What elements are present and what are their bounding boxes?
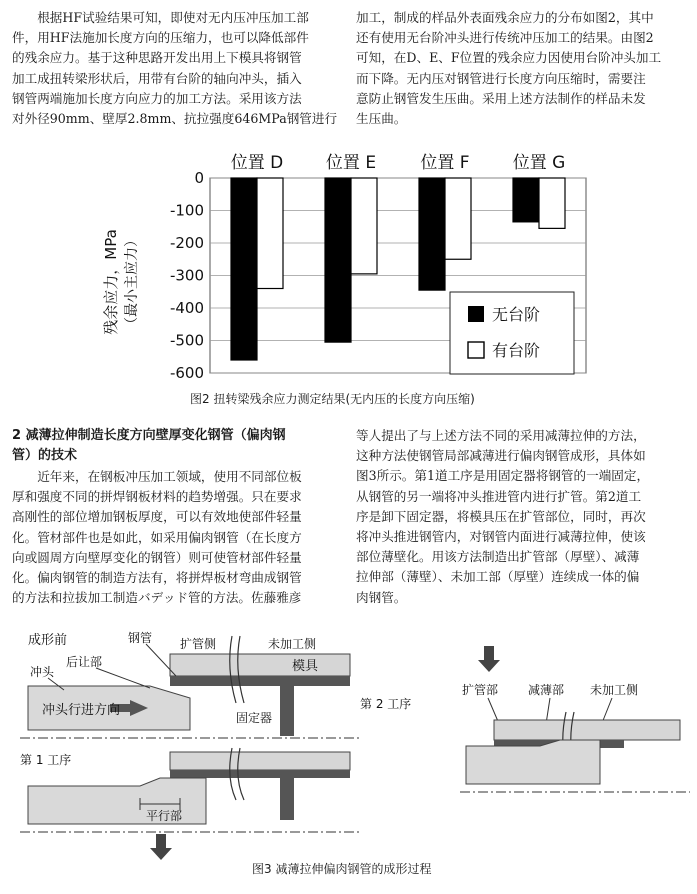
text-line: 序是卸下固定器，将模具压在扩管部位，同时，再次: [356, 508, 646, 524]
text-line: 等人提出了与上述方法不同的采用减薄拉伸的方法，: [356, 428, 646, 443]
bar: [257, 178, 283, 289]
fixer-step1: [280, 778, 294, 820]
text-line: 图3所示。第1道工序是用固定器将钢管的一端固定，: [356, 468, 650, 484]
legend-label: 无台阶: [492, 305, 541, 324]
die-step2: [494, 720, 680, 740]
bar: [325, 178, 351, 342]
text-line: 高刚性的部位增加钢板厚度，可以有效地使部件轻量: [12, 509, 302, 525]
legend-swatch-black: [468, 306, 484, 322]
y-tick-label: -500: [169, 331, 204, 350]
text-line: 而下降。无内压对钢管进行长度方向压缩时，需要注: [356, 70, 646, 86]
text-line: 将冲头推进钢管内，对钢管内面进行减薄拉伸，使该: [356, 529, 646, 545]
y-tick-label: -300: [169, 266, 204, 285]
down-arrow-icon: [478, 646, 500, 672]
category-label: 位置 D: [230, 153, 284, 173]
bar: [419, 178, 445, 290]
y-ticks: [170, 169, 204, 382]
bar: [539, 178, 565, 228]
text-line: 这种方法使钢管局部减薄进行偏肉钢管成形，具体如: [356, 448, 646, 464]
label-unprocessed-side: 未加工侧: [268, 637, 317, 651]
heading-line: 2 减薄拉伸制造长度方向壁厚变化钢管（偏肉钢: [12, 428, 286, 443]
y-tick-label: -200: [169, 234, 204, 252]
steel-pipe-step1: [170, 770, 350, 778]
text-line: 件，用HF法施加长度方向的压缩力，也可以降低部件: [12, 30, 309, 46]
label-step1: 第 1 工序: [20, 753, 72, 767]
y-tick-label: 0: [194, 169, 204, 187]
category-label: 位置 F: [420, 153, 470, 173]
text-line: 近年来，在钢板冲压加工领域，使用不同部位板: [37, 469, 302, 484]
bar: [351, 178, 377, 274]
y-tick-label: -100: [169, 201, 204, 220]
top-left-paragraph: [12, 8, 344, 129]
label-parallel: 平行部: [146, 809, 183, 823]
figure3-diagram: [0, 628, 697, 868]
label-steel-pipe: 钢管: [128, 631, 153, 645]
text-line: 的方法和拉拔加工制造バデッド管的方法。佐藤雅彦: [12, 590, 302, 606]
bar: [513, 178, 539, 222]
category-label: 位置 E: [325, 153, 377, 173]
steel-pipe: [170, 676, 350, 686]
text-line: 钢管两端施加长度方向应力的加工方法。采用该方法: [12, 90, 302, 106]
punch-step2: [466, 740, 600, 784]
label-unprocessed-part: 未加工侧: [590, 683, 639, 697]
legend-label: 有台阶: [492, 341, 541, 360]
down-arrow-icon: [150, 834, 172, 860]
figure3-caption: 图3 减薄拉伸偏肉钢管的成形过程: [252, 862, 432, 876]
text-line: 化。管材部件也是如此，如采用偏肉钢管（在长度方: [12, 529, 302, 545]
heading-line: 管）的技术: [12, 448, 78, 463]
y-axis-label: 残余应力，MPa: [102, 229, 120, 335]
text-line: 部位薄壁化。用该方法制造出扩管部（厚壁）、减薄: [356, 549, 640, 565]
fixer: [280, 686, 294, 736]
label-expand-side: 扩管侧: [180, 637, 217, 651]
text-line: 加工，制成的样品外表面残余应力的分布如图2，其中: [356, 10, 654, 25]
bar: [445, 178, 471, 259]
y-axis-sublabel: （最小主应力）: [124, 233, 140, 331]
section2-right-paragraph: [356, 426, 688, 608]
legend: [450, 292, 574, 374]
text-line: 根据HF试验结果可知，即使对无内压冲压加工部: [37, 10, 309, 25]
figure2-caption: 图2 扭转梁残余应力测定结果(无内压的长度方向压缩): [190, 392, 475, 406]
text-line: 拉伸部（薄壁）、未加工部（厚壁）连续成一体的偏: [356, 569, 640, 585]
label-punch: 冲头: [30, 665, 55, 679]
category-labels: [231, 153, 566, 173]
figure2: [90, 140, 600, 390]
label-die: 模具: [292, 659, 319, 674]
legend-swatch-white: [468, 342, 484, 358]
text-line: 可知，在D、E、F位置的残余应力因使用台阶冲头加工: [356, 50, 662, 66]
text-line: 还有使用无台阶冲头进行传统冲压加工的结果。由图2: [356, 30, 654, 46]
text-line: 厚和强度不同的拼焊钢板材料的趋势增强。只在要求: [12, 489, 302, 505]
section2-left-paragraph: [12, 467, 344, 608]
text-line: 生压曲。: [356, 111, 407, 127]
text-line: 化。偏肉钢管的制造方法有，将拼焊板材弯曲成钢管: [12, 570, 302, 586]
text-line: 加工成扭转梁形状后，用带有台阶的轴向冲头，插入: [12, 70, 302, 86]
label-step2: 第 2 工序: [360, 697, 412, 711]
label-punch-direction: 冲头行进方向: [42, 703, 121, 718]
residual-stress-chart: [90, 140, 600, 390]
text-line: 向或圆周方向壁厚变化的钢管）则可使管材部件轻量: [12, 549, 302, 565]
text-line: 对外径90mm、壁厚2.8mm、抗拉强度646MPa钢管进行: [12, 111, 338, 127]
text-line: 意防止钢管发生压曲。采用上述方法制作的样品未发: [356, 90, 646, 106]
die: [170, 654, 350, 676]
y-tick-label: -400: [169, 299, 204, 317]
label-thinned-part: 减薄部: [528, 683, 565, 697]
category-label: 位置 G: [512, 153, 566, 173]
label-relief: 后让部: [66, 655, 103, 669]
top-right-paragraph: [356, 8, 688, 129]
text-line: 肉钢管。: [356, 589, 407, 605]
label-before: 成形前: [28, 633, 68, 648]
y-tick-label: -600: [169, 364, 204, 382]
label-fixer: 固定器: [236, 711, 273, 725]
text-line: 从钢管的另一端将冲头推进管内进行扩管。第2道工: [356, 488, 642, 504]
text-line: 的残余应力。基于这种思路开发出用上下模具将钢管: [12, 50, 302, 66]
section-heading: [12, 426, 344, 466]
label-expanded-part: 扩管部: [462, 683, 499, 697]
die-step1: [170, 752, 350, 770]
bar: [231, 178, 257, 360]
